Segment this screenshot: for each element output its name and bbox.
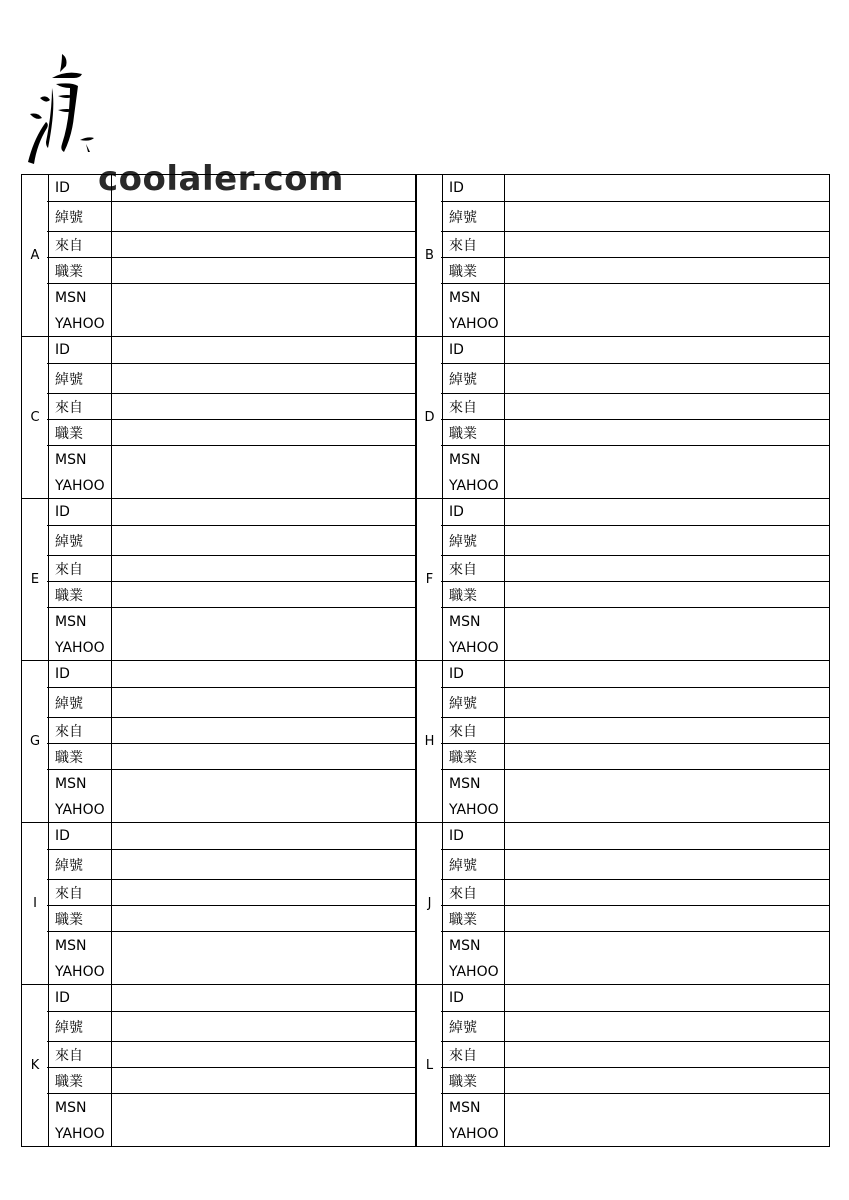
field-value-from[interactable] bbox=[112, 1042, 415, 1067]
entry-block-k bbox=[21, 985, 416, 1147]
field-row-occupation bbox=[441, 582, 829, 608]
field-label-occupation: 職業 bbox=[47, 906, 112, 931]
field-value-msn[interactable] bbox=[505, 770, 829, 797]
field-value-id[interactable] bbox=[112, 499, 415, 525]
field-label-nickname: 綽號 bbox=[441, 364, 505, 393]
field-label-occupation: 職業 bbox=[441, 1068, 505, 1093]
entry-letter: A bbox=[21, 175, 49, 336]
field-row-nickname bbox=[47, 526, 415, 556]
field-row-from bbox=[47, 394, 415, 420]
field-value-yahoo[interactable] bbox=[505, 959, 829, 985]
field-value-from[interactable] bbox=[505, 232, 829, 257]
field-label-from: 來自 bbox=[47, 880, 112, 905]
field-row-occupation bbox=[47, 582, 415, 608]
field-value-occupation[interactable] bbox=[112, 1068, 415, 1093]
field-label-yahoo: YAHOO bbox=[441, 311, 505, 337]
field-label-msn: MSN bbox=[441, 932, 505, 959]
field-value-nickname[interactable] bbox=[505, 1012, 829, 1041]
field-row-occupation bbox=[441, 420, 829, 446]
field-row-yahoo bbox=[47, 311, 415, 337]
entry-letter: J bbox=[416, 823, 443, 984]
field-row-yahoo bbox=[47, 1121, 415, 1147]
entry-block-g bbox=[21, 661, 416, 823]
entry-letter: F bbox=[416, 499, 443, 660]
field-row-nickname bbox=[47, 688, 415, 718]
field-value-yahoo[interactable] bbox=[112, 1121, 415, 1147]
entry-fields bbox=[441, 337, 830, 498]
entry-fields bbox=[47, 337, 416, 498]
field-value-id[interactable] bbox=[112, 985, 415, 1011]
field-value-occupation[interactable] bbox=[505, 744, 829, 769]
field-value-id[interactable] bbox=[112, 337, 415, 363]
field-label-occupation: 職業 bbox=[47, 582, 112, 607]
entry-letter: H bbox=[416, 661, 443, 822]
field-row-from bbox=[47, 1042, 415, 1068]
field-value-msn[interactable] bbox=[505, 932, 829, 959]
entry-fields bbox=[441, 823, 830, 984]
field-label-occupation: 職業 bbox=[47, 744, 112, 769]
field-row-from bbox=[47, 232, 415, 258]
field-value-occupation[interactable] bbox=[112, 906, 415, 931]
field-label-yahoo: YAHOO bbox=[441, 797, 505, 823]
field-row-from bbox=[47, 556, 415, 582]
field-label-from: 來自 bbox=[47, 232, 112, 257]
field-value-nickname[interactable] bbox=[505, 202, 829, 231]
field-value-occupation[interactable] bbox=[505, 258, 829, 283]
field-row-msn bbox=[47, 932, 415, 959]
field-value-nickname[interactable] bbox=[505, 688, 829, 717]
site-name: coolaler.com bbox=[98, 159, 344, 199]
entry-fields bbox=[47, 175, 416, 336]
field-label-nickname: 綽號 bbox=[47, 688, 112, 717]
field-row-occupation bbox=[47, 1068, 415, 1094]
field-label-msn: MSN bbox=[441, 608, 505, 635]
field-label-nickname: 綽號 bbox=[47, 364, 112, 393]
entry-fields bbox=[441, 985, 830, 1146]
field-value-from[interactable] bbox=[112, 880, 415, 905]
field-value-occupation[interactable] bbox=[505, 420, 829, 445]
field-label-id: ID bbox=[441, 499, 505, 525]
field-value-nickname[interactable] bbox=[112, 850, 415, 879]
field-value-id[interactable] bbox=[505, 337, 829, 363]
field-label-from: 來自 bbox=[441, 718, 505, 743]
field-row-msn bbox=[47, 284, 415, 311]
field-value-msn[interactable] bbox=[505, 1094, 829, 1121]
field-value-nickname[interactable] bbox=[112, 364, 415, 393]
field-row-msn bbox=[441, 1094, 829, 1121]
field-value-yahoo[interactable] bbox=[505, 473, 829, 499]
entry-fields bbox=[47, 661, 416, 822]
field-label-yahoo: YAHOO bbox=[47, 473, 112, 499]
field-label-from: 來自 bbox=[441, 394, 505, 419]
field-value-id[interactable] bbox=[505, 661, 829, 687]
entry-letter: G bbox=[21, 661, 49, 822]
field-label-id: ID bbox=[441, 175, 505, 201]
field-row-from bbox=[441, 1042, 829, 1068]
field-value-occupation[interactable] bbox=[505, 582, 829, 607]
field-row-nickname bbox=[47, 1012, 415, 1042]
field-label-id: ID bbox=[47, 985, 112, 1011]
field-row-id bbox=[441, 337, 829, 364]
entry-letter: K bbox=[21, 985, 49, 1146]
field-label-id: ID bbox=[441, 985, 505, 1011]
field-label-nickname: 綽號 bbox=[47, 1012, 112, 1041]
field-row-occupation bbox=[441, 906, 829, 932]
field-row-nickname bbox=[441, 526, 829, 556]
field-value-msn[interactable] bbox=[505, 608, 829, 635]
field-row-nickname bbox=[441, 202, 829, 232]
field-row-yahoo bbox=[47, 635, 415, 661]
field-value-nickname[interactable] bbox=[112, 202, 415, 231]
field-value-yahoo[interactable] bbox=[112, 959, 415, 985]
field-label-msn: MSN bbox=[441, 446, 505, 473]
field-label-nickname: 綽號 bbox=[47, 526, 112, 555]
field-row-id bbox=[441, 499, 829, 526]
field-label-msn: MSN bbox=[441, 284, 505, 311]
field-value-occupation[interactable] bbox=[112, 744, 415, 769]
entry-block-i bbox=[21, 823, 416, 985]
field-row-msn bbox=[441, 932, 829, 959]
field-label-id: ID bbox=[441, 823, 505, 849]
entry-fields bbox=[47, 499, 416, 660]
field-row-occupation bbox=[47, 420, 415, 446]
field-label-occupation: 職業 bbox=[47, 258, 112, 283]
field-row-yahoo bbox=[47, 797, 415, 823]
field-row-msn bbox=[47, 1094, 415, 1121]
field-row-from bbox=[47, 880, 415, 906]
field-value-from[interactable] bbox=[505, 718, 829, 743]
field-value-msn[interactable] bbox=[505, 446, 829, 473]
field-value-from[interactable] bbox=[112, 718, 415, 743]
field-value-id[interactable] bbox=[505, 175, 829, 201]
field-value-yahoo[interactable] bbox=[112, 635, 415, 661]
field-label-yahoo: YAHOO bbox=[441, 635, 505, 661]
field-row-yahoo bbox=[441, 635, 829, 661]
field-label-nickname: 綽號 bbox=[47, 202, 112, 231]
field-row-from bbox=[441, 880, 829, 906]
field-label-id: ID bbox=[441, 337, 505, 363]
entry-block-l bbox=[416, 985, 830, 1147]
field-value-from[interactable] bbox=[112, 556, 415, 581]
entry-block-a bbox=[21, 175, 416, 337]
entry-block-b bbox=[416, 175, 830, 337]
field-label-occupation: 職業 bbox=[441, 582, 505, 607]
field-value-yahoo[interactable] bbox=[112, 311, 415, 337]
entry-fields bbox=[441, 499, 830, 660]
field-row-from bbox=[441, 394, 829, 420]
field-label-msn: MSN bbox=[441, 770, 505, 797]
field-label-nickname: 綽號 bbox=[441, 526, 505, 555]
field-label-msn: MSN bbox=[47, 608, 112, 635]
field-row-from bbox=[47, 718, 415, 744]
field-label-msn: MSN bbox=[47, 446, 112, 473]
field-row-msn bbox=[47, 770, 415, 797]
field-value-id[interactable] bbox=[505, 985, 829, 1011]
field-row-yahoo bbox=[441, 311, 829, 337]
field-label-yahoo: YAHOO bbox=[47, 635, 112, 661]
field-row-msn bbox=[441, 284, 829, 311]
field-label-nickname: 綽號 bbox=[47, 850, 112, 879]
entry-block-e bbox=[21, 499, 416, 661]
field-value-from[interactable] bbox=[112, 394, 415, 419]
field-row-occupation bbox=[47, 906, 415, 932]
field-label-nickname: 綽號 bbox=[441, 202, 505, 231]
entry-fields bbox=[47, 985, 416, 1146]
entry-letter: L bbox=[416, 985, 443, 1146]
entry-letter: C bbox=[21, 337, 49, 498]
field-value-yahoo[interactable] bbox=[505, 797, 829, 823]
field-row-id bbox=[47, 499, 415, 526]
field-value-id[interactable] bbox=[112, 175, 415, 201]
field-label-id: ID bbox=[441, 661, 505, 687]
field-label-id: ID bbox=[47, 823, 112, 849]
field-value-id[interactable] bbox=[505, 823, 829, 849]
field-row-msn bbox=[441, 770, 829, 797]
field-label-yahoo: YAHOO bbox=[441, 959, 505, 985]
field-value-id[interactable] bbox=[112, 823, 415, 849]
field-row-id bbox=[441, 661, 829, 688]
field-row-yahoo bbox=[441, 797, 829, 823]
field-row-msn bbox=[47, 446, 415, 473]
field-value-msn[interactable] bbox=[112, 284, 415, 311]
field-value-from[interactable] bbox=[112, 232, 415, 257]
field-value-yahoo[interactable] bbox=[505, 1121, 829, 1147]
field-row-nickname bbox=[441, 688, 829, 718]
field-label-occupation: 職業 bbox=[47, 1068, 112, 1093]
field-row-msn bbox=[441, 446, 829, 473]
field-label-from: 來自 bbox=[47, 394, 112, 419]
field-value-occupation[interactable] bbox=[505, 906, 829, 931]
field-label-from: 來自 bbox=[47, 1042, 112, 1067]
field-value-occupation[interactable] bbox=[505, 1068, 829, 1093]
field-value-msn[interactable] bbox=[112, 608, 415, 635]
field-value-occupation[interactable] bbox=[112, 420, 415, 445]
field-value-id[interactable] bbox=[505, 499, 829, 525]
field-row-occupation bbox=[441, 744, 829, 770]
field-row-nickname bbox=[441, 850, 829, 880]
field-label-msn: MSN bbox=[47, 1094, 112, 1121]
field-label-yahoo: YAHOO bbox=[47, 311, 112, 337]
field-value-yahoo[interactable] bbox=[112, 473, 415, 499]
field-label-nickname: 綽號 bbox=[441, 850, 505, 879]
field-label-from: 來自 bbox=[441, 880, 505, 905]
field-value-occupation[interactable] bbox=[112, 582, 415, 607]
field-row-nickname bbox=[441, 364, 829, 394]
field-label-msn: MSN bbox=[441, 1094, 505, 1121]
field-value-from[interactable] bbox=[505, 880, 829, 905]
field-value-occupation[interactable] bbox=[112, 258, 415, 283]
field-value-msn[interactable] bbox=[112, 770, 415, 797]
field-value-msn[interactable] bbox=[112, 932, 415, 959]
entry-block-h bbox=[416, 661, 830, 823]
field-label-occupation: 職業 bbox=[441, 258, 505, 283]
field-label-yahoo: YAHOO bbox=[47, 959, 112, 985]
field-row-from bbox=[441, 718, 829, 744]
field-label-nickname: 綽號 bbox=[441, 1012, 505, 1041]
field-label-yahoo: YAHOO bbox=[441, 473, 505, 499]
entry-letter: B bbox=[416, 175, 443, 336]
field-row-occupation bbox=[47, 744, 415, 770]
field-value-from[interactable] bbox=[505, 1042, 829, 1067]
field-label-msn: MSN bbox=[47, 932, 112, 959]
field-label-occupation: 職業 bbox=[47, 420, 112, 445]
field-row-id bbox=[441, 985, 829, 1012]
entry-letter: D bbox=[416, 337, 443, 498]
field-row-id bbox=[47, 337, 415, 364]
field-row-occupation bbox=[441, 258, 829, 284]
field-row-yahoo bbox=[47, 959, 415, 985]
entry-fields bbox=[47, 823, 416, 984]
field-label-from: 來自 bbox=[47, 718, 112, 743]
field-row-id bbox=[47, 175, 415, 202]
field-row-from bbox=[441, 232, 829, 258]
field-label-occupation: 職業 bbox=[441, 906, 505, 931]
field-value-nickname[interactable] bbox=[505, 526, 829, 555]
field-value-nickname[interactable] bbox=[505, 850, 829, 879]
field-label-msn: MSN bbox=[47, 770, 112, 797]
field-label-id: ID bbox=[47, 661, 112, 687]
entry-block-d bbox=[416, 337, 830, 499]
entry-block-f bbox=[416, 499, 830, 661]
field-label-id: ID bbox=[47, 337, 112, 363]
entry-fields bbox=[441, 661, 830, 822]
field-label-yahoo: YAHOO bbox=[47, 797, 112, 823]
contact-sheet bbox=[21, 174, 830, 1146]
field-row-occupation bbox=[441, 1068, 829, 1094]
field-row-yahoo bbox=[47, 473, 415, 499]
entry-block-j bbox=[416, 823, 830, 985]
field-label-occupation: 職業 bbox=[441, 420, 505, 445]
field-row-msn bbox=[441, 608, 829, 635]
field-value-nickname[interactable] bbox=[112, 526, 415, 555]
field-label-id: ID bbox=[47, 499, 112, 525]
field-label-from: 來自 bbox=[441, 1042, 505, 1067]
entry-letter: E bbox=[21, 499, 49, 660]
brush-calligraphy-icon bbox=[22, 44, 102, 172]
field-label-yahoo: YAHOO bbox=[47, 1121, 112, 1147]
field-value-nickname[interactable] bbox=[112, 1012, 415, 1041]
entry-block-c bbox=[21, 337, 416, 499]
field-value-msn[interactable] bbox=[505, 284, 829, 311]
field-value-msn[interactable] bbox=[112, 446, 415, 473]
field-label-from: 來自 bbox=[47, 556, 112, 581]
field-row-nickname bbox=[47, 202, 415, 232]
field-row-id bbox=[47, 823, 415, 850]
field-value-yahoo[interactable] bbox=[112, 797, 415, 823]
field-row-yahoo bbox=[441, 1121, 829, 1147]
field-label-id: ID bbox=[47, 175, 112, 201]
field-row-id bbox=[47, 985, 415, 1012]
field-row-nickname bbox=[47, 364, 415, 394]
field-value-id[interactable] bbox=[112, 661, 415, 687]
field-label-nickname: 綽號 bbox=[441, 688, 505, 717]
field-label-yahoo: YAHOO bbox=[441, 1121, 505, 1147]
field-row-id bbox=[47, 661, 415, 688]
field-value-from[interactable] bbox=[505, 556, 829, 581]
field-row-nickname bbox=[47, 850, 415, 880]
field-value-nickname[interactable] bbox=[112, 688, 415, 717]
field-row-nickname bbox=[441, 1012, 829, 1042]
field-value-nickname[interactable] bbox=[505, 364, 829, 393]
field-value-yahoo[interactable] bbox=[505, 635, 829, 661]
field-row-id bbox=[441, 823, 829, 850]
field-value-msn[interactable] bbox=[112, 1094, 415, 1121]
entry-fields bbox=[441, 175, 830, 336]
field-value-from[interactable] bbox=[505, 394, 829, 419]
field-row-yahoo bbox=[441, 473, 829, 499]
field-row-from bbox=[441, 556, 829, 582]
field-label-from: 來自 bbox=[441, 556, 505, 581]
field-row-msn bbox=[47, 608, 415, 635]
field-label-occupation: 職業 bbox=[441, 744, 505, 769]
field-row-occupation bbox=[47, 258, 415, 284]
field-value-yahoo[interactable] bbox=[505, 311, 829, 337]
field-label-msn: MSN bbox=[47, 284, 112, 311]
field-row-id bbox=[441, 175, 829, 202]
field-label-from: 來自 bbox=[441, 232, 505, 257]
field-row-yahoo bbox=[441, 959, 829, 985]
entry-letter: I bbox=[21, 823, 49, 984]
